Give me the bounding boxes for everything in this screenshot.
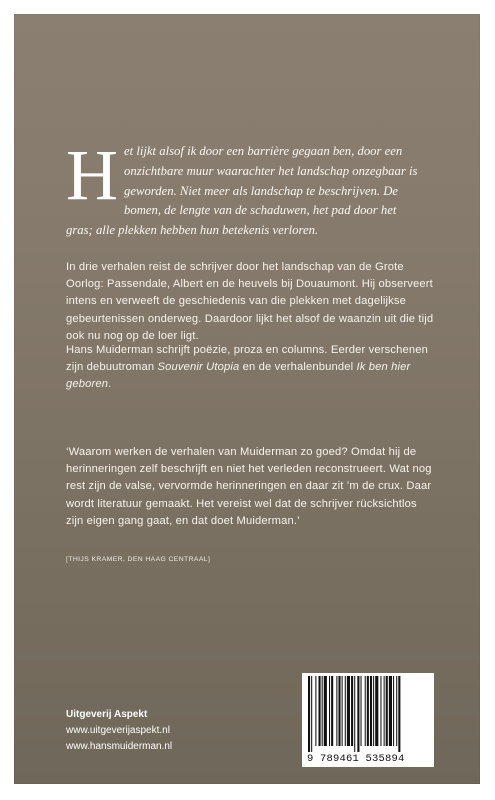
barcode-bar	[329, 676, 330, 746]
isbn-number: 9 789461 535894	[307, 753, 405, 765]
barcode-bar	[319, 676, 321, 746]
description-paragraph-1: In drie verhalen reist de schrijver door het landschap van de Grote Oorlog: Passendale, Albert en de heuvels bij Douaumont. Hij observeert intens en verweeft de geschiedenis van die plekken met dagelijkse gebeurtenissen onderweg. Daardoor lijkt het alsof de waanzin uit die tijd ook nu nog op de loer ligt.	[66, 261, 434, 342]
barcode-bar	[367, 676, 369, 746]
barcode-bar	[380, 676, 381, 746]
barcode-bar	[338, 676, 340, 746]
barcode-bar	[315, 676, 316, 746]
barcode-bar	[389, 676, 392, 746]
barcode-bar	[373, 676, 374, 746]
bio-text-mid: en de verhalenbundel	[239, 361, 357, 374]
bio-text-start: Hans Muiderman schrijft poëzie, proza en columns. Eerder verschenen zijn debuutroman	[66, 344, 429, 374]
barcode-bar	[398, 676, 400, 752]
barcode-bar	[365, 676, 366, 746]
barcode-bar	[311, 676, 312, 752]
barcode-bar	[331, 676, 333, 746]
barcode-bar	[357, 676, 359, 752]
barcode-bar	[361, 676, 362, 746]
barcode-bar	[375, 676, 378, 746]
publisher-block	[66, 707, 172, 755]
publisher-name: Uitgeverij Aspekt	[66, 709, 148, 720]
quote-attribution: [THIJS KRAMER, DEN HAAG CENTRAAL]	[66, 556, 211, 563]
book-title-ik-ben-hier-geboren: Ik ben hier geboren	[66, 361, 411, 391]
bio-text-end: .	[108, 378, 112, 391]
barcode-bar	[308, 676, 310, 752]
barcode-bar	[354, 676, 355, 752]
author-bio-paragraph	[66, 342, 436, 394]
barcode-bar	[322, 676, 323, 746]
barcode-bar	[351, 676, 353, 746]
barcode-bar	[347, 676, 350, 746]
barcode-bar	[386, 676, 388, 746]
review-quote: ‘Waarom werken de verhalen van Muiderman zo goed? Omdat hij de herinneringen zelf beschrijft en niet het verleden reconstrueert. Wat nog rest zijn de valse, vervormde herinneringen en daar zit ’m de crux. Daar wordt literatuur gemaakt. Het vereist wel dat de schrijver rücksichtlos zijn eigen gang gaat, en dat doet Muiderman.’	[66, 446, 432, 527]
barcode-bar	[370, 676, 372, 746]
dropcap-letter: H	[66, 135, 118, 215]
barcode-bar	[345, 676, 346, 746]
barcode-bar	[393, 676, 394, 746]
barcode-bar	[342, 676, 343, 746]
barcode-bar	[384, 676, 385, 746]
barcode-bar	[396, 676, 397, 746]
isbn-barcode	[302, 673, 434, 767]
publisher-website: www.uitgeverijaspekt.nl	[66, 725, 170, 736]
book-title-souvenir-utopia: Souvenir Utopia	[157, 361, 240, 374]
book-back-cover	[14, 14, 480, 784]
intro-excerpt	[66, 135, 426, 241]
barcode-bar	[336, 676, 337, 746]
intro-text: et lijkt alsof ik door een barrière gegaan ben, door een onzichtbare muur waarachter het landschap onzegbaar is geworden. Niet meer als landschap te beschrijven. De bomen, de lengte van de schaduwen, het pad door het gras; alle plekken hebben hun betekenis verloren.	[66, 144, 418, 238]
barcode-bar	[324, 676, 327, 746]
author-website: www.hansmuiderman.nl	[66, 741, 173, 752]
barcode-bars	[306, 676, 430, 752]
